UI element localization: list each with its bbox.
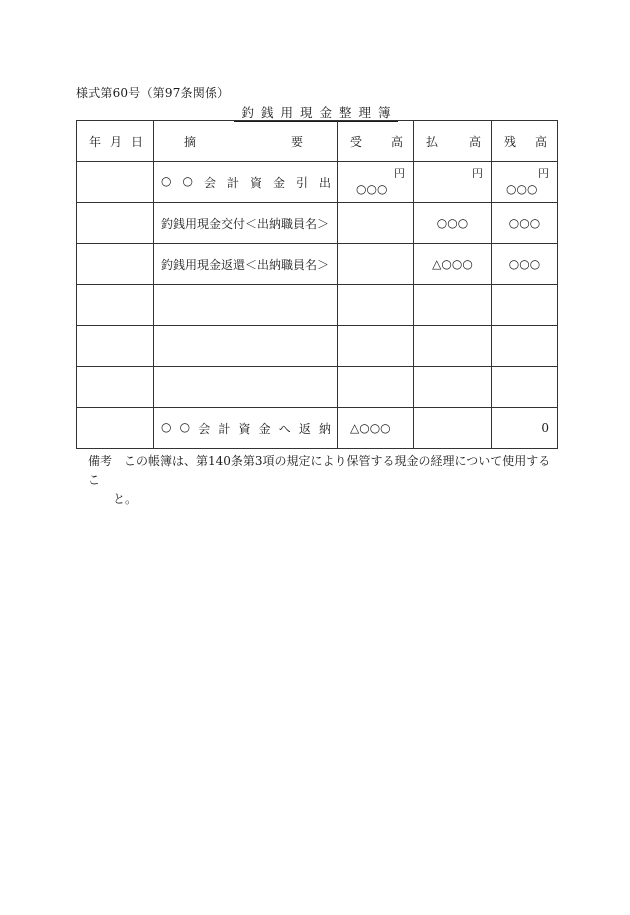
table-row <box>77 285 558 326</box>
remark-block <box>88 452 558 509</box>
unit-yen: 円 <box>538 167 549 180</box>
cell-paid <box>414 203 492 244</box>
summary-text: 釣銭用現金交付＜出納職員名＞ <box>161 216 330 231</box>
cell-date <box>77 285 154 326</box>
cell-balance <box>492 244 558 285</box>
cell-date <box>77 244 154 285</box>
header-date-month: 月 <box>109 134 122 149</box>
cell-summary <box>154 285 338 326</box>
cell-date <box>77 162 154 203</box>
summary-char: 引 <box>295 175 308 190</box>
summary-char: 計 <box>218 421 231 436</box>
cell-balance <box>492 285 558 326</box>
summary-char: ○ <box>161 173 172 188</box>
ledger-table <box>76 120 558 449</box>
header-summary-2: 要 <box>290 134 303 149</box>
cell-date <box>77 203 154 244</box>
cell-summary <box>154 408 338 449</box>
amount-balance: ○○○ <box>506 182 538 196</box>
amount-paid: ○○○ <box>436 216 469 230</box>
cell-paid <box>414 408 492 449</box>
cell-summary <box>154 244 338 285</box>
table-row <box>77 244 558 285</box>
amount-paid: △○○○ <box>432 257 473 271</box>
summary-char: ○ <box>161 419 172 434</box>
cell-paid <box>414 244 492 285</box>
cell-balance <box>492 367 558 408</box>
header-date-day: 日 <box>130 134 143 149</box>
header-date <box>77 121 154 162</box>
cell-received <box>338 408 414 449</box>
summary-char: 資 <box>249 175 262 190</box>
cell-date <box>77 367 154 408</box>
amount-balance: ○○○ <box>508 216 541 230</box>
summary-char: 出 <box>318 175 331 190</box>
header-paid <box>414 121 492 162</box>
header-summary-1: 摘 <box>184 134 197 149</box>
summary-char: ○ <box>182 173 193 188</box>
cell-summary <box>154 203 338 244</box>
cell-received <box>338 162 414 203</box>
cell-paid <box>414 285 492 326</box>
table-row <box>77 367 558 408</box>
summary-text: 釣銭用現金返還＜出納職員名＞ <box>161 257 330 272</box>
header-received <box>338 121 414 162</box>
cell-received <box>338 244 414 285</box>
cell-balance <box>492 408 558 449</box>
cell-summary <box>154 326 338 367</box>
summary-char: 金 <box>272 175 285 190</box>
cell-summary <box>154 367 338 408</box>
cell-received <box>338 326 414 367</box>
amount-received: ○○○ <box>356 182 388 196</box>
table-row <box>77 162 558 203</box>
document-title: 釣銭用現金整理簿 <box>234 105 397 122</box>
unit-yen: 円 <box>472 167 483 180</box>
table-row <box>77 326 558 367</box>
cell-date <box>77 326 154 367</box>
form-number: 様式第60号（第97条関係） <box>76 86 230 100</box>
cell-balance <box>492 203 558 244</box>
header-received-2: 高 <box>390 134 403 149</box>
remark-label: 備考 <box>88 454 113 468</box>
amount-balance: ○○○ <box>508 257 541 271</box>
cell-paid <box>414 162 492 203</box>
cell-date <box>77 408 154 449</box>
amount-balance: 0 <box>541 421 549 435</box>
header-summary <box>154 121 338 162</box>
summary-char: へ <box>278 421 291 436</box>
summary-char: 返 <box>298 421 311 436</box>
table-row <box>77 408 558 449</box>
amount-received: △○○○ <box>350 421 391 435</box>
header-balance-1: 残 <box>504 134 517 149</box>
summary-char: 納 <box>318 421 331 436</box>
ledger-header-row <box>77 121 558 162</box>
unit-yen: 円 <box>394 167 405 180</box>
summary-char: 会 <box>203 175 216 190</box>
remark-line-2: と。 <box>113 492 138 506</box>
summary-char: ○ <box>179 419 191 434</box>
cell-received <box>338 203 414 244</box>
header-balance <box>492 121 558 162</box>
summary-char: 金 <box>258 421 271 436</box>
cell-summary <box>154 162 338 203</box>
header-paid-2: 高 <box>468 134 481 149</box>
document-title-wrap <box>75 103 557 121</box>
summary-char: 会 <box>198 421 211 436</box>
cell-received <box>338 285 414 326</box>
summary-char: 資 <box>238 421 251 436</box>
remark-line-1: この帳簿は、第140条第3項の規定により保管する現金の経理について使用するこ <box>88 454 551 487</box>
header-received-1: 受 <box>350 134 363 149</box>
cell-paid <box>414 367 492 408</box>
cell-paid <box>414 326 492 367</box>
cell-balance <box>492 162 558 203</box>
cell-balance <box>492 326 558 367</box>
table-row <box>77 203 558 244</box>
header-date-year: 年 <box>89 134 102 149</box>
cell-received <box>338 367 414 408</box>
header-balance-2: 高 <box>534 134 547 149</box>
summary-char: 計 <box>226 175 239 190</box>
header-paid-1: 払 <box>426 134 439 149</box>
